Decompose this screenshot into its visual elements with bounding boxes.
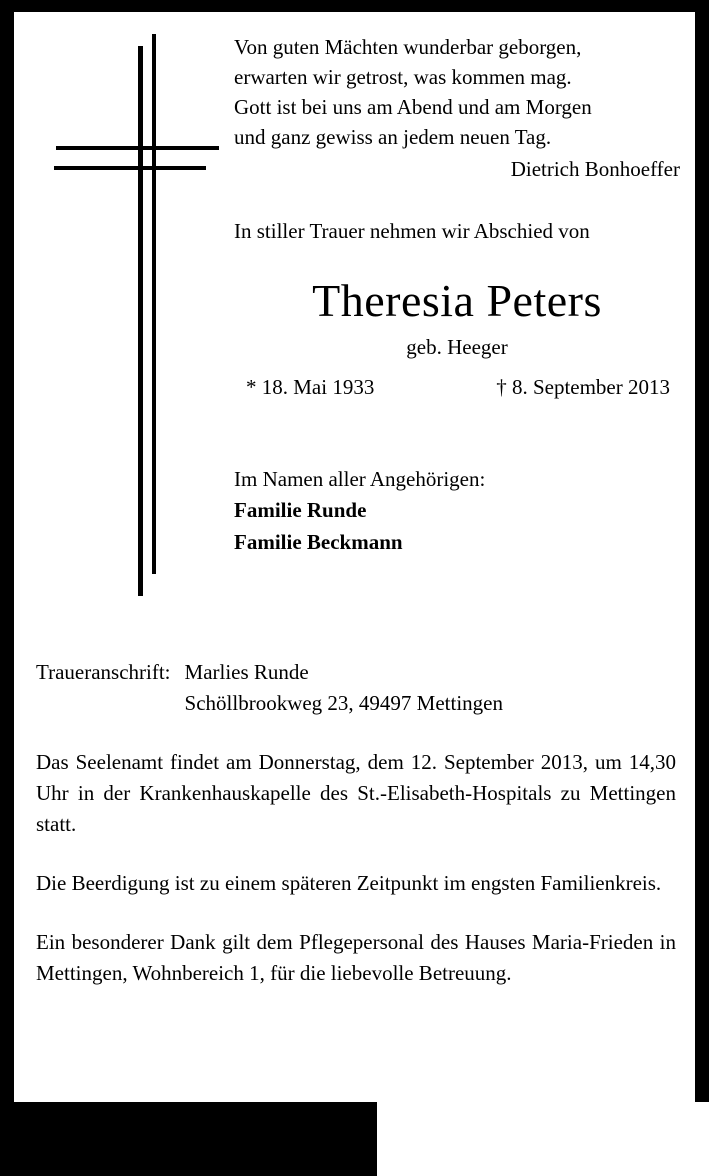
burial-paragraph: Die Beerdigung ist zu einem späteren Zeitpunkt im engsten Familienkreis.	[36, 871, 662, 895]
verse-line: Von guten Mächten wunderbar geborgen,	[234, 35, 582, 59]
verse-author: Dietrich Bonhoeffer	[510, 157, 680, 181]
cross-horizontal-bar-upper	[56, 146, 219, 150]
bottom-white-strip	[377, 1102, 709, 1176]
family-name: Familie Runde	[234, 498, 367, 522]
thanks-paragraph: Ein besonderer Dank gilt dem Pflegepersonal des Hauses Maria-Frieden in Mettingen, Wohnbereich 1, für die liebevolle Betreuung.	[36, 930, 676, 985]
birth-date: * 18. Mai 1933	[246, 375, 375, 399]
address-label: Traueranschrift:	[36, 660, 171, 684]
verse-line: erwarten wir getrost, was kommen mag.	[234, 65, 572, 89]
address-line-2: Schöllbrookweg 23, 49497 Mettingen	[184, 691, 503, 715]
mourning-address	[36, 657, 676, 719]
deceased-birth-name: geb. Heeger	[406, 335, 508, 359]
upper-text-block	[234, 32, 680, 558]
lower-text-block	[36, 657, 676, 989]
deceased-name: Theresia Peters	[312, 275, 602, 326]
mourning-line: In stiller Trauer nehmen wir Abschied von	[234, 219, 590, 243]
cross-icon	[38, 34, 218, 604]
cross-vertical-bar-right	[152, 34, 156, 574]
cross-vertical-bar-left	[138, 46, 143, 596]
cross-horizontal-bar-lower	[54, 166, 206, 170]
address-line-1: Marlies Runde	[184, 660, 309, 684]
verse-line: Gott ist bei uns am Abend und am Morgen	[234, 95, 592, 119]
verse-line: und ganz gewiss an jedem neuen Tag.	[234, 125, 552, 149]
deceased-dates	[234, 372, 680, 402]
family-name: Familie Beckmann	[234, 530, 403, 554]
obituary-card	[14, 12, 695, 1102]
death-date: † 8. September 2013	[496, 375, 670, 399]
verse-block	[234, 32, 680, 184]
service-paragraph: Das Seelenamt findet am Donnerstag, dem 12. September 2013, um 14,30 Uhr in der Krankenhauskapelle des St.-Elisabeth-Hospitals zu Mettingen statt.	[36, 750, 676, 836]
family-intro: Im Namen aller Angehörigen:	[234, 467, 486, 491]
address-value	[185, 657, 503, 719]
